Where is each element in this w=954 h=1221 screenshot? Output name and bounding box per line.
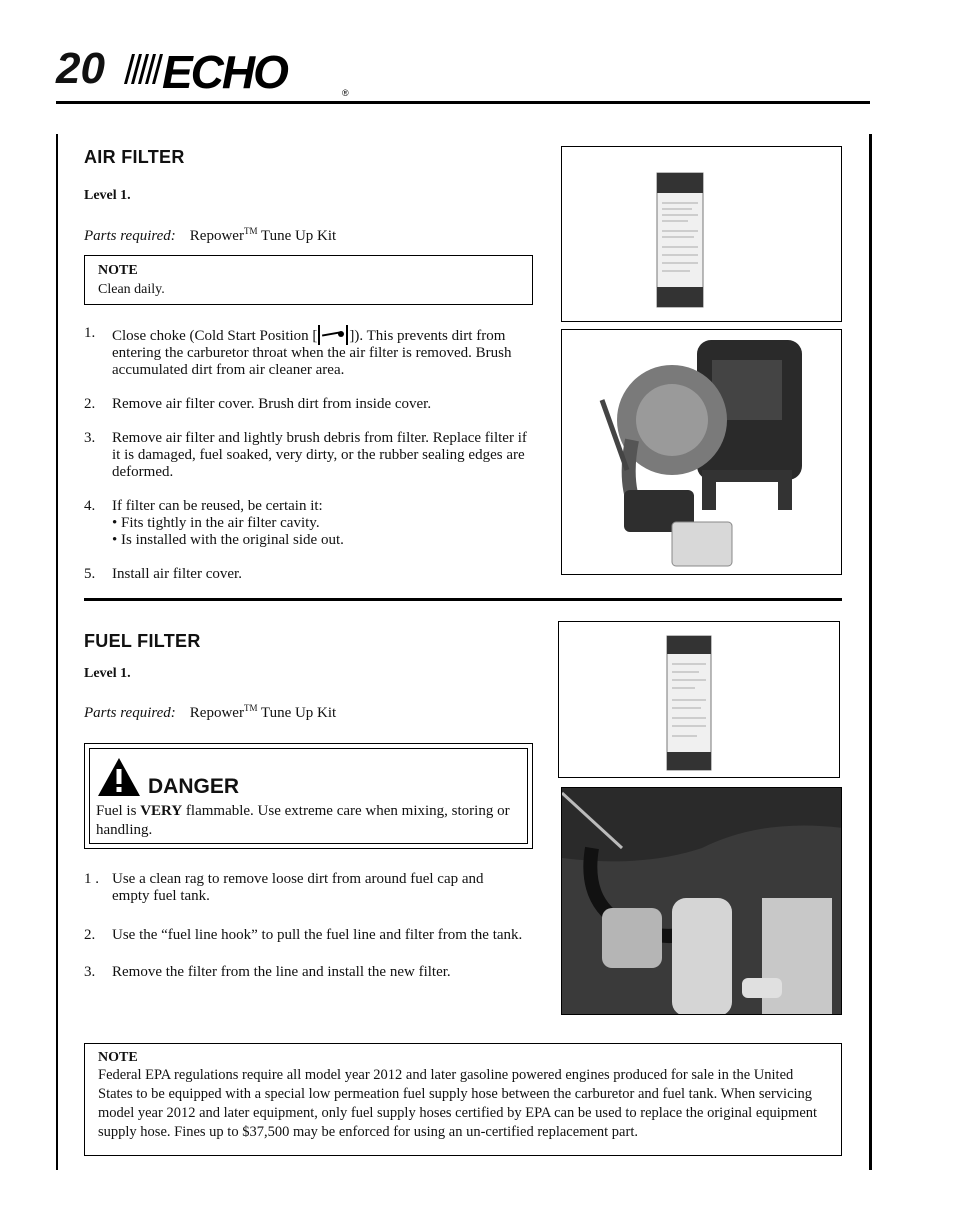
air-filter-title: AIR FILTER <box>84 147 185 167</box>
air-filter-parts <box>84 226 336 245</box>
parts-value: Repower <box>189 228 244 244</box>
parts-suffix: Tune Up Kit <box>257 228 337 244</box>
danger-heading: DANGER <box>148 775 240 798</box>
list-item: 2. Remove air filter cover. Brush dirt from inside cover. <box>84 396 432 412</box>
parts-label: Parts required: <box>84 705 176 721</box>
epa-note-box <box>84 1043 842 1156</box>
epa-note-text: Federal EPA regulations require all model year 2012 and later gasoline powered engines produced for sale in the United States to be equipped with a special low permeation fuel supply hose between the carburetor and fuel tank. When servicing model year 2012 and later equipment, only fuel supply hoses certified by EPA can be used to replace the original equipment supply hose. Fines up to $37,500 may be enforced for using an un-certified replacement part. <box>98 1067 818 1140</box>
air-filter-note-box <box>84 255 533 305</box>
fuel-filter-title: FUEL FILTER <box>84 631 201 651</box>
echo-logo <box>118 46 358 100</box>
note-text: Clean daily. <box>98 282 165 297</box>
fuel-filter-parts <box>84 703 336 722</box>
right-margin-bar <box>869 134 872 1170</box>
danger-box <box>84 743 533 849</box>
header-rule <box>56 101 870 104</box>
list-item: 1 . Use a clean rag to remove loose dirt from around fuel cap and empty fuel tank. <box>84 871 484 904</box>
note-label: NOTE <box>98 263 138 278</box>
parts-value: Repower <box>189 705 244 721</box>
note-label: NOTE <box>98 1050 138 1065</box>
warning-triangle-icon <box>97 757 141 797</box>
list-item: 3. Remove the filter from the line and install the new filter. <box>84 964 451 980</box>
list-item: 3. Remove air filter and lightly brush debris from filter. Replace filter if it is damaged, fuel soaked, very dirty, or the rubber sealing edges are deformed. <box>84 430 527 480</box>
parts-suffix: Tune Up Kit <box>257 705 337 721</box>
tune-up-kit-image <box>561 146 842 322</box>
bullet-item: • Is installed with the original side out. <box>112 532 344 548</box>
list-item: 5. Install air filter cover. <box>84 566 242 582</box>
choke-icon <box>318 325 348 345</box>
left-margin-bar <box>56 134 58 1170</box>
fuel-filter-steps <box>84 871 524 981</box>
air-filter-level: Level 1. <box>84 188 131 203</box>
air-filter-steps <box>84 325 534 583</box>
tune-up-kit-image-2 <box>558 621 840 778</box>
page-number: 20 <box>56 44 105 93</box>
danger-text: Fuel is VERY flammable. Use extreme care when mixing, storing or handling. <box>96 803 510 838</box>
blower-engine-image <box>561 329 842 575</box>
logo-registered: ® <box>342 88 349 98</box>
logo-text: ECHO <box>162 46 287 98</box>
list-item: 4. If filter can be reused, be certain it: • Fits tightly in the air filter cavity. • Is installed with the original side out. <box>84 498 534 549</box>
fuel-filter-level: Level 1. <box>84 666 131 681</box>
fuel-tank-image <box>561 787 842 1015</box>
parts-label: Parts required: <box>84 228 176 244</box>
parts-tm: TM <box>243 226 258 236</box>
section-divider <box>84 598 842 601</box>
list-item: 1. Close choke (Cold Start Position [ ]). This prevents dirt from entering the carburetor throat when the air filter is removed. Brush accumulated dirt from air cleaner area. <box>84 325 512 378</box>
parts-tm: TM <box>243 703 258 713</box>
list-item: 2. Use the “fuel line hook” to pull the fuel line and filter from the tank. <box>84 927 523 943</box>
bullet-item: • Fits tightly in the air filter cavity. <box>112 515 320 531</box>
